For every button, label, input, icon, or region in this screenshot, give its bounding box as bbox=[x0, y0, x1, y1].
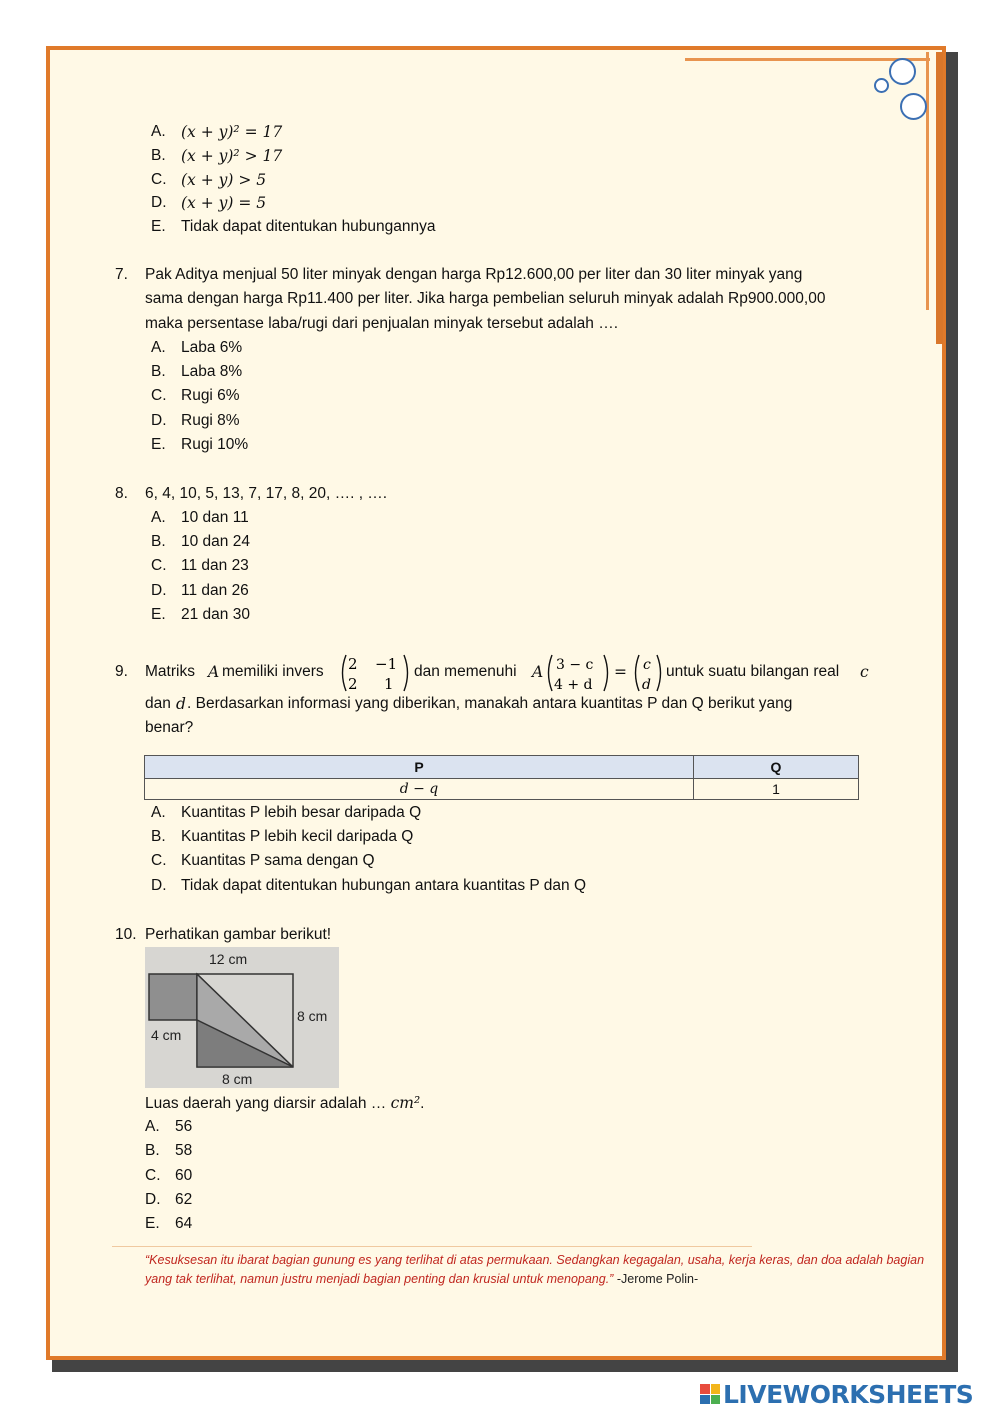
question-text: dan memenuhi bbox=[414, 663, 517, 680]
option-letter: A. bbox=[151, 339, 166, 356]
geometry-figure bbox=[145, 947, 339, 1088]
option-letter: B. bbox=[151, 363, 166, 380]
option-text[interactable]: (x + y) = 5 bbox=[181, 194, 267, 212]
question-text-start: Luas daerah yang diarsir adalah … bbox=[145, 1095, 387, 1112]
table-cell-p: d − q bbox=[145, 779, 694, 800]
option-letter: B. bbox=[145, 1142, 160, 1159]
option-text[interactable]: 10 dan 24 bbox=[181, 533, 250, 550]
option-letter: C. bbox=[151, 852, 167, 869]
option-letter: A. bbox=[151, 123, 166, 140]
option-text[interactable]: Laba 8% bbox=[181, 363, 243, 380]
table-row bbox=[145, 779, 859, 800]
question-text: Pak Aditya menjual 50 liter minyak dengan harga Rp12.600,00 per liter dan 30 liter minyak yang bbox=[145, 266, 803, 283]
question-text: dan bbox=[145, 695, 171, 712]
motivational-quote bbox=[145, 1251, 925, 1289]
option-text[interactable]: 64 bbox=[175, 1215, 193, 1232]
option-text[interactable]: Rugi 6% bbox=[181, 387, 240, 404]
option-letter: D. bbox=[151, 582, 167, 599]
option-text[interactable]: (x + y)² > 17 bbox=[181, 147, 283, 165]
question-text: sama dengan harga Rp11.400 per liter. Jika harga pembelian seluruh minyak adalah Rp900.000,00 bbox=[145, 290, 826, 307]
quote-text: “Kesuksesan itu ibarat bagian gunung es yang terlihat di atas permukaan. Sedangkan kegagalan, usaha, kerja keras, dan doa adalah bagian yang tak terlihat, namun justru menjadi bagian penting dan krusial untuk menopang.” bbox=[145, 1253, 925, 1286]
option-letter: B. bbox=[151, 828, 166, 845]
brand-name: LIVEWORKSHEETS bbox=[723, 1379, 974, 1409]
option-letter: B. bbox=[151, 533, 166, 550]
option-text[interactable]: 62 bbox=[175, 1191, 193, 1208]
matrix-entry: 2 bbox=[348, 655, 358, 673]
quote-author: -Jerome Polin- bbox=[613, 1272, 699, 1286]
option-text[interactable]: (x + y)² = 17 bbox=[181, 123, 283, 141]
question-text-end: . bbox=[420, 1095, 425, 1112]
matrix-entry: −1 bbox=[375, 655, 398, 673]
vector-entry: 4 + d bbox=[554, 677, 593, 693]
matrix-entry: 1 bbox=[384, 675, 394, 693]
table-header-p: P bbox=[145, 756, 694, 779]
option-letter: D. bbox=[151, 877, 167, 894]
question-text: Perhatikan gambar berikut! bbox=[145, 926, 332, 943]
question-text: Matriks bbox=[145, 663, 195, 680]
figure-label-bottom: 8 cm bbox=[222, 1071, 253, 1087]
option-letter: D. bbox=[151, 194, 167, 211]
liveworksheets-brand[interactable] bbox=[700, 1380, 973, 1408]
question-text bbox=[145, 1093, 424, 1114]
question-text: . Berdasarkan informasi yang diberikan, manakah antara kuantitas P dan Q berikut yang bbox=[187, 695, 793, 712]
option-text[interactable]: 11 dan 23 bbox=[181, 557, 249, 574]
option-text[interactable]: 56 bbox=[175, 1118, 193, 1135]
geometry-drawing bbox=[145, 947, 339, 1088]
question-text: untuk suatu bilangan real bbox=[666, 663, 840, 680]
option-text[interactable]: Rugi 10% bbox=[181, 436, 249, 453]
option-letter: E. bbox=[151, 606, 166, 623]
math-variable: c bbox=[860, 663, 869, 681]
option-letter: C. bbox=[151, 171, 167, 188]
table-cell-q: 1 bbox=[693, 779, 858, 800]
liveworksheets-logo-icon bbox=[700, 1384, 720, 1404]
quantity-table bbox=[144, 755, 859, 800]
question-number: 8. bbox=[115, 485, 128, 502]
question-number: 10. bbox=[115, 926, 137, 943]
figure-label-right: 8 cm bbox=[297, 1008, 328, 1024]
table-header-row bbox=[145, 756, 859, 779]
vector-left bbox=[545, 652, 611, 694]
math-variable: A bbox=[208, 663, 220, 681]
question-text: memiliki invers bbox=[222, 663, 324, 680]
option-text[interactable]: Tidak dapat ditentukan hubungan antara kuantitas P dan Q bbox=[181, 877, 587, 894]
option-text[interactable]: 10 dan 11 bbox=[181, 509, 249, 526]
quote-divider bbox=[112, 1246, 752, 1247]
vector-entry: d bbox=[642, 677, 651, 693]
option-letter: B. bbox=[151, 147, 166, 164]
option-letter: E. bbox=[151, 436, 166, 453]
option-text[interactable]: 58 bbox=[175, 1142, 193, 1159]
math-variable: A bbox=[532, 663, 544, 681]
figure-label-left: 4 cm bbox=[151, 1027, 182, 1043]
question-text: 6, 4, 10, 5, 13, 7, 17, 8, 20, …. , …. bbox=[145, 485, 388, 502]
option-text[interactable]: Rugi 8% bbox=[181, 412, 240, 429]
matrix-entry: 2 bbox=[348, 675, 358, 693]
question-number: 7. bbox=[115, 266, 128, 283]
option-letter: C. bbox=[145, 1167, 161, 1184]
option-text[interactable]: 60 bbox=[175, 1167, 193, 1184]
option-text[interactable]: Kuantitas P sama dengan Q bbox=[181, 852, 375, 869]
option-letter: C. bbox=[151, 387, 167, 404]
option-text[interactable]: Tidak dapat ditentukan hubungannya bbox=[181, 218, 436, 235]
unit: cm² bbox=[390, 1094, 421, 1112]
option-letter: C. bbox=[151, 557, 167, 574]
option-letter: E. bbox=[151, 218, 166, 235]
table-header-q: Q bbox=[693, 756, 858, 779]
math-variable: d bbox=[176, 695, 186, 713]
option-letter: D. bbox=[145, 1191, 161, 1208]
option-text[interactable]: (x + y) > 5 bbox=[181, 171, 267, 189]
option-letter: A. bbox=[151, 509, 166, 526]
vector-entry: 3 − c bbox=[556, 657, 594, 673]
equals-sign: = bbox=[614, 663, 627, 681]
vector-entry: c bbox=[643, 657, 651, 673]
option-text[interactable]: 21 dan 30 bbox=[181, 606, 250, 623]
option-letter: A. bbox=[151, 804, 166, 821]
inverse-matrix bbox=[338, 652, 412, 694]
option-text[interactable]: Kuantitas P lebih besar daripada Q bbox=[181, 804, 422, 821]
option-text[interactable]: Kuantitas P lebih kecil daripada Q bbox=[181, 828, 414, 845]
option-text[interactable]: Laba 6% bbox=[181, 339, 243, 356]
question-text: maka persentase laba/rugi dari penjualan minyak tersebut adalah …. bbox=[145, 315, 619, 332]
option-letter: E. bbox=[145, 1215, 160, 1232]
figure-label-top: 12 cm bbox=[209, 951, 248, 967]
option-letter: D. bbox=[151, 412, 167, 429]
question-text: benar? bbox=[145, 719, 194, 736]
option-text[interactable]: 11 dan 26 bbox=[181, 582, 249, 599]
question-number: 9. bbox=[115, 663, 128, 680]
option-letter: A. bbox=[145, 1118, 160, 1135]
vector-right bbox=[632, 652, 664, 694]
